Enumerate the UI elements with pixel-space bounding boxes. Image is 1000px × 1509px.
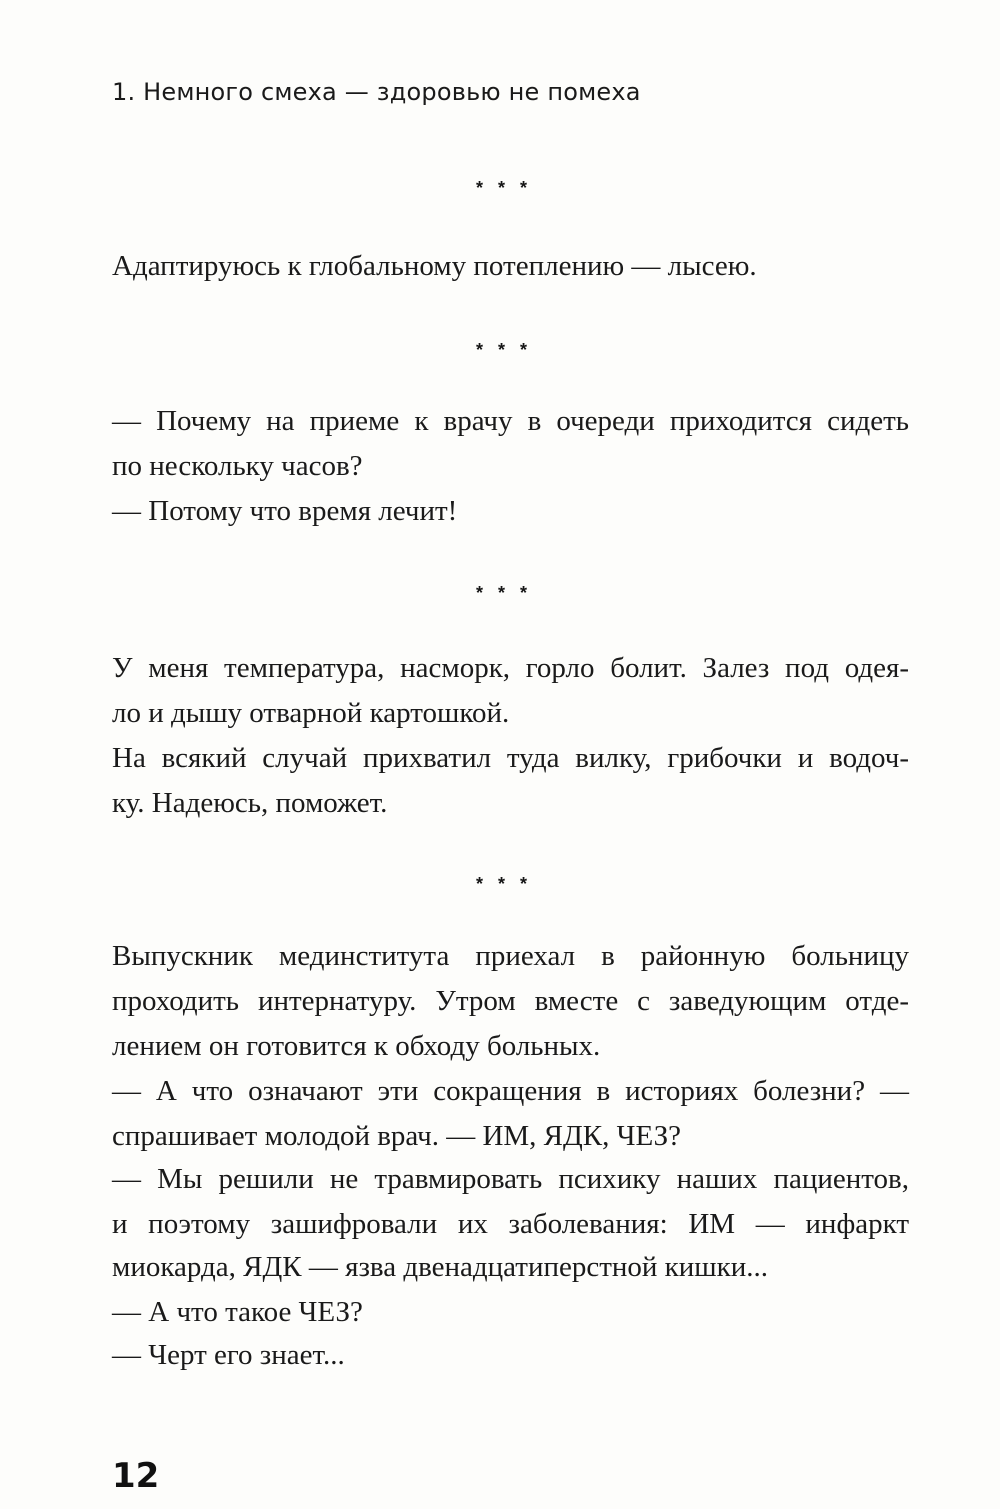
- joke-3-line: На всякий случай прихватил туда вилку, грибочки и водоч-: [112, 742, 909, 774]
- joke-2-line: — Потому что время лечит!: [112, 495, 458, 527]
- joke-3-line: ло и дышу отварной картошкой.: [112, 697, 510, 729]
- page-number: 12: [112, 1456, 160, 1496]
- section-divider: * * *: [475, 874, 533, 894]
- joke-4-line: — А что означают эти сокращения в историях болезни? —: [112, 1075, 909, 1107]
- joke-4-line: — Черт его знает...: [112, 1339, 345, 1371]
- joke-4-line: и поэтому зашифровали их заболевания: ИМ — инфаркт: [112, 1208, 909, 1240]
- joke-3-line: ку. Надеюсь, поможет.: [112, 787, 388, 819]
- joke-4-line: — Мы решили не травмировать психику наших пациентов,: [112, 1163, 909, 1195]
- joke-1-line: Адаптируюсь к глобальному потеплению — лысею.: [112, 250, 757, 282]
- joke-2-line: — Почему на приеме к врачу в очереди приходится сидеть: [112, 405, 909, 437]
- joke-4-line: проходить интернатуру. Утром вместе с заведующим отде-: [112, 985, 909, 1017]
- section-divider: * * *: [475, 583, 533, 603]
- joke-4-line: Выпускник мединститута приехал в районную больницу: [112, 940, 909, 972]
- running-head: 1. Немного смеха — здоровью не помеха: [112, 78, 641, 106]
- joke-4-line: спрашивает молодой врач. — ИМ, ЯДК, ЧЕЗ?: [112, 1120, 681, 1152]
- joke-4-line: миокарда, ЯДК — язва двенадцатиперстной кишки...: [112, 1251, 768, 1283]
- section-divider: * * *: [475, 178, 533, 198]
- joke-3-line: У меня температура, насморк, горло болит. Залез под одея-: [112, 652, 909, 684]
- joke-4-line: — А что такое ЧЕЗ?: [112, 1296, 363, 1328]
- joke-4-line: лением он готовится к обходу больных.: [112, 1030, 601, 1062]
- joke-2-line: по нескольку часов?: [112, 450, 363, 482]
- section-divider: * * *: [475, 340, 533, 360]
